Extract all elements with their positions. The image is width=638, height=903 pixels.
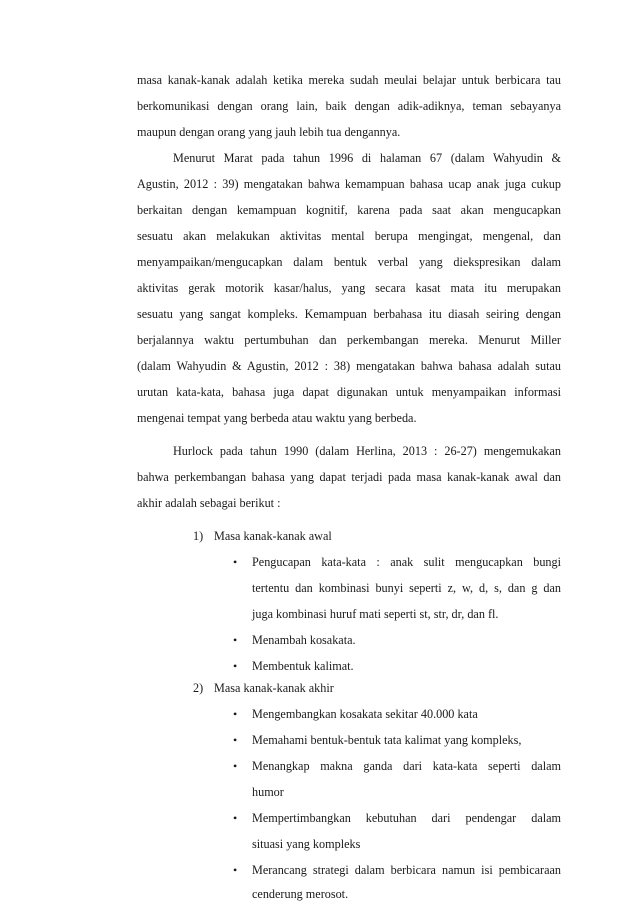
bullet-icon: • <box>233 707 238 721</box>
list-item-line: tertentu dan kombinasi bunyi seperti z, w, d, s, dan g dan <box>252 581 561 595</box>
list-item-line: Pengucapan kata-kata : anak sulit mengucapkan bungi <box>252 555 561 569</box>
paragraph-line: aktivitas gerak motorik kasar/halus, yang secara kasat mata itu merupakan <box>137 281 561 295</box>
list-item-line: Mempertimbangkan kebutuhan dari pendengar dalam <box>252 811 561 825</box>
list-item-line: Merancang strategi dalam berbicara namun isi pembicaraan <box>252 863 561 877</box>
bullet-icon: • <box>233 733 238 747</box>
bullet-icon: • <box>233 633 238 647</box>
list-item-line: Menangkap makna ganda dari kata-kata seperti dalam <box>252 759 561 773</box>
paragraph-line: berkaitan dengan kemampuan kognitif, karena pada saat akan mengucapkan <box>137 203 561 217</box>
list-item-line: Menambah kosakata. <box>252 633 356 647</box>
paragraph-line: mengenai tempat yang berbeda atau waktu yang berbeda. <box>137 411 417 425</box>
bullet-icon: • <box>233 811 238 825</box>
list-item-line: situasi yang kompleks <box>252 837 361 851</box>
bullet-icon: • <box>233 759 238 773</box>
paragraph-line: berjalannya waktu pertumbuhan dan perkembangan mereka. Menurut Miller <box>137 333 561 347</box>
bullet-icon: • <box>233 555 238 569</box>
paragraph-line: maupun dengan orang yang jauh lebih tua dengannya. <box>137 125 401 139</box>
paragraph-line: berkomunikasi dengan orang lain, baik dengan adik-adiknya, teman sebayanya <box>137 99 561 113</box>
paragraph-line: bahwa perkembangan bahasa yang dapat terjadi pada masa kanak-kanak awal dan <box>137 470 561 484</box>
list-item-line: Memahami bentuk-bentuk tata kalimat yang kompleks, <box>252 733 522 747</box>
list-item-line: Membentuk kalimat. <box>252 659 354 673</box>
paragraph-line: sesuatu akan melakukan aktivitas mental berupa mengingat, mengenal, dan <box>137 229 561 243</box>
paragraph-line: Agustin, 2012 : 39) mengatakan bahwa kemampuan bahasa ucap anak juga cukup <box>137 177 561 191</box>
bullet-icon: • <box>233 863 238 877</box>
list-item-line: cenderung merosot. <box>252 887 349 901</box>
list-item-line: humor <box>252 785 284 799</box>
list-item-line: Mengembangkan kosakata sekitar 40.000 kata <box>252 707 478 721</box>
paragraph-line: Menurut Marat pada tahun 1996 di halaman 67 (dalam Wahyudin & <box>173 151 561 165</box>
section-number: 2) <box>193 681 204 695</box>
list-item-line: juga kombinasi huruf mati seperti st, str, dr, dan fl. <box>252 607 499 621</box>
paragraph-line: urutan kata-kata, bahasa juga dapat digunakan untuk menyampaikan informasi <box>137 385 561 399</box>
paragraph-line: menyampaikan/mengucapkan dalam bentuk verbal yang diekspresikan dalam <box>137 255 561 269</box>
section-title: Masa kanak-kanak awal <box>214 529 332 543</box>
section-number: 1) <box>193 529 204 543</box>
section-title: Masa kanak-kanak akhir <box>214 681 334 695</box>
bullet-icon: • <box>233 659 238 673</box>
paragraph-line: akhir adalah sebagai berikut : <box>137 496 281 510</box>
paragraph-line: (dalam Wahyudin & Agustin, 2012 : 38) mengatakan bahwa bahasa adalah sutau <box>137 359 561 373</box>
paragraph-line: sesuatu yang sangat kompleks. Kemampuan berbahasa itu diasah seiring dengan <box>137 307 561 321</box>
paragraph-line: Hurlock pada tahun 1990 (dalam Herlina, 2013 : 26-27) mengemukakan <box>173 444 561 458</box>
paragraph-line: masa kanak-kanak adalah ketika mereka sudah meulai belajar untuk berbicara tau <box>137 73 561 87</box>
